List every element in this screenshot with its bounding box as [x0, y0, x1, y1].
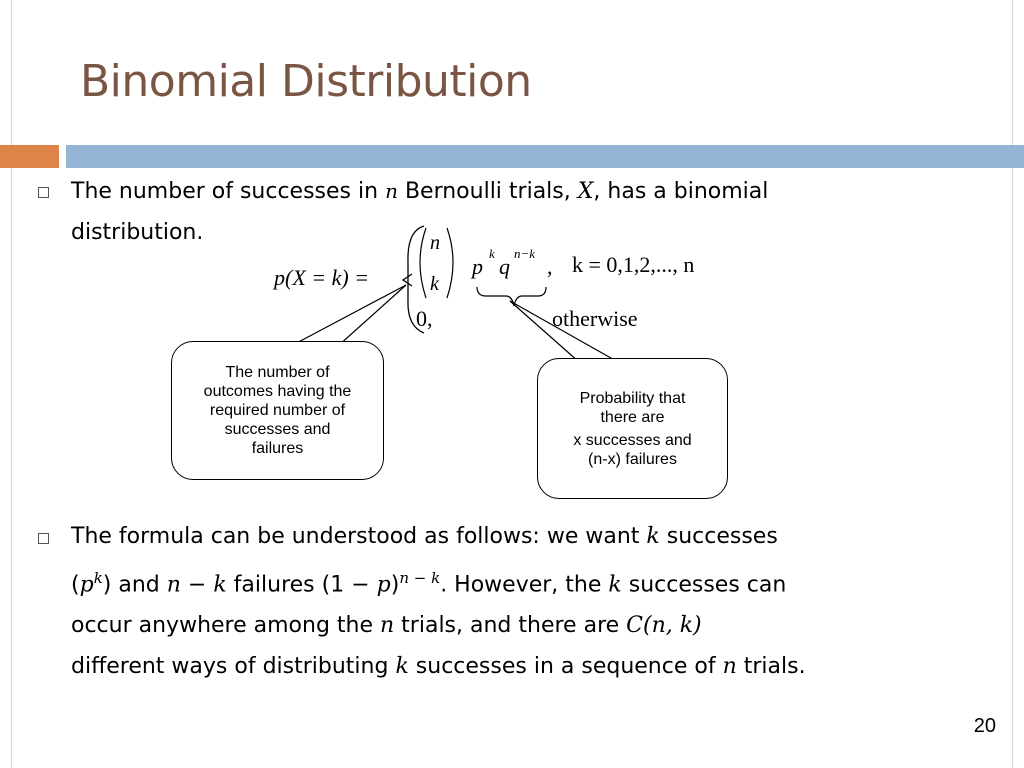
- term-k-sup: k: [489, 246, 495, 261]
- var-x: X: [577, 179, 594, 204]
- text-run: Bernoulli trials,: [397, 179, 578, 204]
- term-q: q: [499, 254, 510, 279]
- page-number: 20: [973, 715, 996, 737]
- text-run: distribution.: [71, 220, 204, 245]
- text-run: failures (1 −: [226, 572, 377, 598]
- term-nk-sup: n−k: [514, 246, 536, 261]
- var-n: n: [385, 179, 398, 203]
- callout-line: (n-x) failures: [588, 450, 677, 468]
- text-run: ) and: [102, 572, 167, 598]
- var-k: k: [213, 572, 227, 598]
- text-run: successes can: [621, 572, 787, 598]
- slide-title: Binomial Distribution: [80, 56, 532, 107]
- callout-line: x successes and: [573, 431, 692, 449]
- binom-top: n: [430, 232, 440, 254]
- callout-line: failures: [251, 440, 304, 457]
- text-run: , has a binomial: [593, 179, 769, 204]
- formula-lhs: p(X = k) =: [274, 265, 370, 290]
- term-comma: ,: [547, 254, 553, 279]
- callout-binomial-coefficient: [171, 341, 384, 480]
- callout-line: successes and: [224, 421, 331, 438]
- var-n: n: [166, 572, 181, 598]
- text-run: (: [71, 572, 80, 598]
- text-run: trials, and there are: [394, 613, 627, 639]
- callout-line: required number of: [209, 402, 346, 419]
- text-run: successes: [659, 524, 778, 549]
- var-n: n: [380, 613, 395, 639]
- text-run: . However, the: [440, 572, 609, 598]
- var-n: n: [722, 654, 737, 680]
- bullet-marker: [38, 533, 49, 544]
- combination-c-n-k: C(n, k): [626, 613, 702, 639]
- binom-bottom: k: [430, 273, 439, 295]
- term-p: p: [472, 254, 483, 279]
- text-run: occur anywhere among the: [71, 613, 381, 639]
- callout-line: there are: [600, 408, 665, 426]
- text-run: trials.: [736, 654, 806, 680]
- text-run: ): [390, 572, 400, 598]
- callout-line: The number of: [225, 364, 330, 381]
- text-run: successes in a sequence of: [408, 654, 723, 680]
- text-run: different ways of distributing: [71, 654, 396, 680]
- callout-probability: [537, 358, 728, 499]
- var-p: p: [376, 572, 391, 598]
- var-k: k: [608, 572, 622, 598]
- callout-line: outcomes having the: [203, 383, 352, 400]
- text-run: −: [180, 572, 214, 598]
- exponent-n-minus-k: n − k: [399, 569, 441, 587]
- var-p: p: [79, 572, 94, 598]
- text-run: The number of successes in: [71, 179, 386, 204]
- var-k-sup: k: [93, 569, 103, 587]
- callout-line: Probability that: [579, 389, 686, 407]
- formula-range: k = 0,1,2,..., n: [572, 252, 695, 277]
- var-k: k: [395, 654, 409, 680]
- formula-zero: 0,: [416, 306, 433, 331]
- text-run: The formula can be understood as follows: we want: [71, 524, 647, 549]
- formula-otherwise: otherwise: [552, 306, 638, 331]
- var-k: k: [646, 524, 660, 549]
- bullet-text-2: [71, 516, 806, 687]
